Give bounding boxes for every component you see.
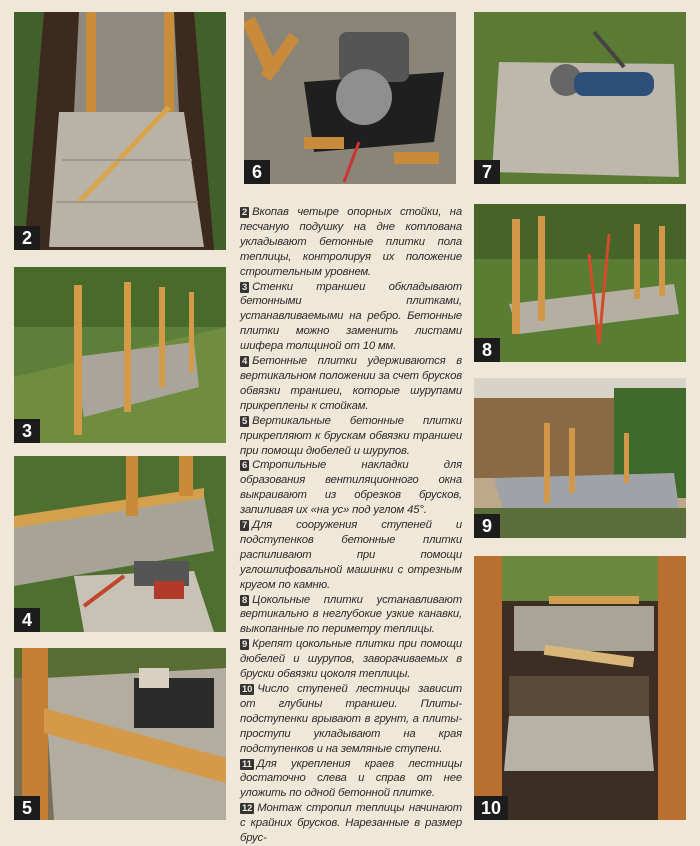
photo-4 [14, 456, 226, 632]
photo-3 [14, 267, 226, 443]
photo-3-illustration [14, 267, 226, 443]
photo-number: 9 [474, 514, 500, 538]
step-text: Стропильные накладки для образования вентиляционного окна выкраивают из обрезков брусков, запиливая их «на ус» под углом 45°. [240, 459, 462, 517]
photo-5-illustration [14, 648, 226, 820]
step-text: Цокольные плитки устанавливают вертикально в неглубокие узкие канавки, выкопанные по периметру теплицы. [240, 593, 462, 636]
step-text: Вкопав четыре опорных стойки, на песчаную подушку на дне котлована укладывают бетонные плитки пола теплицы, контролируя их положение строительным уровнем. [240, 206, 462, 278]
step-10 [240, 682, 462, 757]
photo-number: 4 [14, 608, 40, 632]
step-5 [240, 414, 462, 459]
step-7 [240, 518, 462, 593]
step-number: 10 [242, 684, 253, 695]
step-number: 2 [242, 207, 248, 218]
photo-8-illustration [474, 204, 686, 362]
photo-9 [474, 378, 686, 538]
step-text: Число ступеней лестницы зависит от глубины траншеи. Плиты-подступенки врывают в грунт, а плиты-проступи укладывают на края подступенков и на земляные ступени. [240, 683, 462, 755]
photo-7 [474, 12, 686, 184]
step-12 [240, 801, 462, 846]
photo-6-illustration [244, 12, 456, 184]
instructions-text [240, 205, 462, 846]
step-number: 5 [242, 415, 248, 427]
photo-number: 6 [244, 160, 270, 184]
step-number: 8 [242, 594, 248, 606]
photo-number: 2 [14, 226, 40, 250]
step-number: 6 [242, 460, 248, 472]
step-number: 9 [242, 639, 248, 651]
step-text: Крепят цокольные плитки при помощи дюбелей и шурупов, заворачиваемых в бруски обвязки цоколя теплицы. [240, 638, 462, 681]
photo-10-illustration [474, 556, 686, 820]
photo-4-illustration [14, 456, 226, 632]
photo-6 [244, 12, 456, 184]
step-number: 4 [242, 356, 248, 368]
step-text: Для сооружения ступеней и подступенков бетонные плитки распиливают при помощи углошлифовальной машинки с отрезным кругом по камню. [240, 519, 462, 591]
photo-number: 3 [14, 419, 40, 443]
step-6 [240, 458, 462, 518]
step-number: 3 [242, 281, 248, 293]
photo-number: 10 [474, 796, 508, 820]
step-number: 12 [242, 803, 253, 815]
step-9 [240, 637, 462, 682]
photo-number: 8 [474, 338, 500, 362]
step-8 [240, 593, 462, 638]
photo-10 [474, 556, 686, 820]
photo-2-illustration [14, 12, 226, 250]
step-text: Вертикальные бетонные плитки прикрепляют к брускам обвязки траншеи при помощи дюбелей и шурупов. [240, 414, 462, 457]
step-11 [240, 757, 462, 802]
step-text: Стенки траншеи обкладывают бетонными плитками, устанавливаемыми на ребро. Бетонные плитки можно заменить листами шифера толщиной от 10 мм. [240, 280, 462, 353]
photo-7-illustration [474, 12, 686, 184]
step-2 [240, 205, 462, 280]
step-3 [240, 280, 462, 355]
step-text: Для укрепления краев лестницы достаточно слева и справ от нее уложить по одной бетонной плитке. [240, 757, 462, 800]
step-text: Монтаж стропил теплицы начинают с крайних брусков. Нарезанные в размер брус- [240, 802, 462, 845]
step-number: 11 [242, 758, 252, 770]
photo-number: 5 [14, 796, 40, 820]
photo-number: 7 [474, 160, 500, 184]
photo-2 [14, 12, 226, 250]
photo-5 [14, 648, 226, 820]
step-number: 7 [242, 520, 248, 532]
photo-8 [474, 204, 686, 362]
step-4 [240, 354, 462, 414]
step-text: Бетонные плитки удерживаются в вертикальном положении за счет брусков обвязки траншеи, которые шурупами прикреплены к стойкам. [240, 355, 462, 412]
photo-9-illustration [474, 378, 686, 538]
